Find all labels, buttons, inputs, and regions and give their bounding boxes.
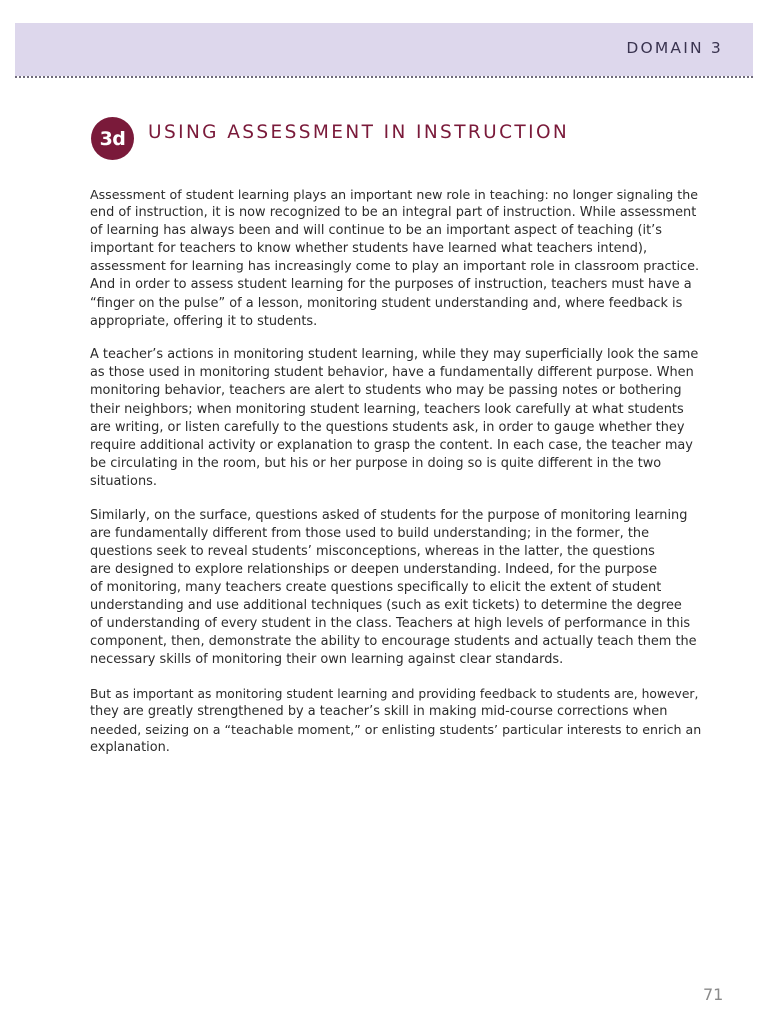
- text-line: But as important as monitoring student learning and providing feedback to students are, however,: [90, 686, 699, 701]
- text-line: And in order to assess student learning for the purposes of instruction, teachers must have a: [90, 277, 692, 293]
- text-line: they are greatly strengthened by a teacher’s skill in making mid-course corrections when: [90, 703, 668, 719]
- text-line: require additional activity or explanation to grasp the content. In each case, the teacher may: [90, 437, 693, 453]
- text-line: are fundamentally different from those used to build understanding; in the former, the: [90, 525, 650, 541]
- text-line: of learning has always been and will continue to be an important aspect of teaching (it’s: [90, 223, 662, 239]
- text-line: their neighbors; when monitoring student learning, teachers look carefully at what students: [90, 401, 684, 417]
- text-line: monitoring behavior, teachers are alert to students who may be passing notes or bothering: [90, 383, 682, 399]
- text-line: of understanding of every student in the class. Teachers at high levels of performance in this: [90, 616, 691, 632]
- text-line: end of instruction, it is now recognized to be an integral part of instruction. While assessment: [90, 205, 697, 221]
- text-line: explanation.: [90, 740, 170, 756]
- text-line: are designed to explore relationships or deepen understanding. Indeed, for the purpose: [90, 561, 658, 577]
- text-line: necessary skills of monitoring their own learning against clear standards.: [90, 652, 564, 668]
- text-line: be circulating in the room, but his or her purpose in doing so is quite different in the two: [90, 455, 662, 471]
- text-line: questions seek to reveal students’ misconceptions, whereas in the latter, the questions: [90, 543, 655, 559]
- header-dotted-divider: [15, 76, 753, 78]
- header-band: [15, 23, 753, 76]
- text-line: assessment for learning has increasingly come to play an important role in classroom practice.: [90, 259, 700, 275]
- text-line: appropriate, offering it to students.: [90, 313, 318, 329]
- text-line: situations.: [90, 473, 157, 489]
- paragraph-2: [90, 346, 702, 491]
- paragraph-4: [90, 685, 702, 757]
- text-line: A teacher’s actions in monitoring student learning, while they may superficially look the same: [90, 347, 699, 363]
- paragraph-3: [90, 507, 702, 670]
- text-line: “finger on the pulse” of a lesson, monitoring student understanding and, where feedback is: [90, 295, 683, 311]
- text-line: component, then, demonstrate the ability to encourage students and actually teach them the: [90, 634, 697, 650]
- text-line: of monitoring, many teachers create questions specifically to elicit the extent of student: [90, 579, 662, 595]
- text-line: as those used in monitoring student behavior, have a fundamentally different purpose. When: [90, 365, 694, 381]
- text-line: are writing, or listen carefully to the questions students ask, in order to gauge whether they: [90, 419, 685, 435]
- text-line: needed, seizing on a “teachable moment,” or enlisting students’ particular interests to enrich an: [90, 722, 702, 738]
- text-line: Assessment of student learning plays an important new role in teaching: no longer signaling the: [90, 187, 698, 202]
- text-line: important for teachers to know whether students have learned what teachers intend),: [90, 241, 648, 257]
- section-badge: 3d: [91, 117, 134, 160]
- text-line: Similarly, on the surface, questions asked of students for the purpose of monitoring learning: [90, 507, 688, 523]
- body-text: [90, 186, 702, 773]
- text-line: understanding and use additional techniques (such as exit tickets) to determine the degree: [90, 597, 682, 613]
- domain-label: DOMAIN 3: [626, 39, 723, 57]
- page-number: 71: [703, 985, 724, 1004]
- section-title: USING ASSESSMENT IN INSTRUCTION: [148, 122, 570, 143]
- paragraph-1: [90, 186, 702, 331]
